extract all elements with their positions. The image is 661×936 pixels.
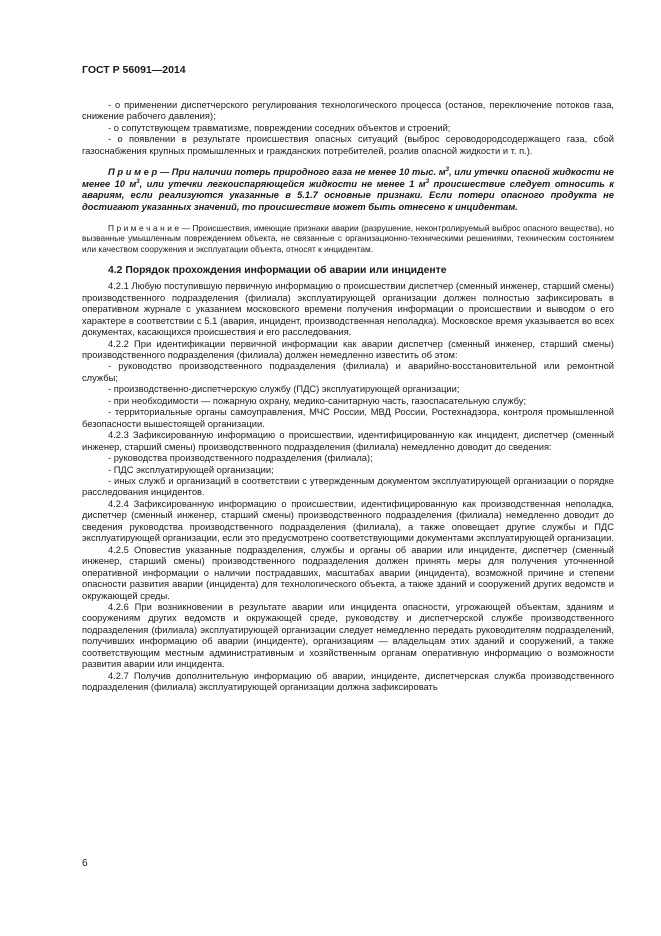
paragraph: 4.2.5 Оповестив указанные подразделения, службы и органы об аварии или инциденте, диспетчер (сменный инженер, старший смены) производственного подразделения должен принять меры для получения уточненной оперативной информации о наличии пострадавших, масштабах аварии (инцидента), возможной причине и степени опасности развития аварии (инцидента) для технологического объекта, а также зданий и сооружений других ведомств и окружающей среды. [82, 544, 614, 601]
list-item: - территориальные органы самоуправления, МЧС России, МВД России, Ростехнадзора, контроля промышленной безопасности вышестоящей организации. [82, 407, 614, 429]
list-item: - руководство производственного подразделения (филиала) и аварийно-восстановительной или ремонтной службы; [82, 361, 614, 383]
list-item: - ПДС эксплуатирующей организации; [108, 464, 274, 475]
list-item: - производственно-диспетчерскую службу (ПДС) эксплуатирующей организации; [108, 384, 460, 395]
example-label: П р и м е р [108, 167, 158, 178]
list-item: - руководства производственного подразделения (филиала); [108, 453, 373, 464]
paragraph: 4.2.4 Зафиксированную информацию о происшествии, идентифицированную как производственная неполадка, диспетчер (сменный инженер, старший смены) производственного подразделения (филиала) немедленно доводит до сведения руководства производственного подразделения (филиала), а также оповещает другие службы и ПДС эксплуатирующей организации, если это предусмотрено соответствующими документами эксплуатирующей организации. [82, 498, 614, 544]
note-label: П р и м е ч а н и е [108, 223, 180, 234]
list-item: - о появлении в результате происшествия опасных ситуаций (выброс сероводородсодержащего газа, сбой газоснабжения крупных промышленных и гражданских потребителей, розлив опасной жидкости и т. п.). [82, 134, 614, 156]
example-block: П р и м е р — При наличии потерь природного газа не менее 10 тыс. $м^3$, или утечки опасной жидкости не менее 10 $м^3$, или утечки легкоиспаряющейся жидкости не менее 1 $м^3$ происшествие следует относить к авариям, если реализуются указанные в 5.1.7 основные признаки. Если потери опасного продукта не достигают указанных значений, то происшествие может быть отнесено к инцидентам. [82, 167, 615, 212]
document-header: ГОСТ Р 56091—2014 [82, 64, 186, 76]
list-item: - при необходимости — пожарную охрану, медико-санитарную часть, газоспасательную службу; [108, 395, 527, 406]
document-body [82, 100, 614, 694]
page-number: 6 [82, 858, 88, 869]
list-item: - о сопутствующем травматизме, повреждении соседних объектов и строений; [108, 122, 451, 133]
paragraph: 4.2.1 Любую поступившую первичную информацию о происшествии диспетчер (сменный инженер, старший смены) производственного подразделения (филиала) эксплуатирующей организации должен полностью зафиксировать в оперативном журнале с указанием московского времени получения информации о происшествии и выводом о его характере в соответствии с 5.1 (авария, инцидент, производственная неполадка). Московское время указывается во всех документах, касающихся происшествия и его расследования. [82, 281, 614, 338]
list-item: - иных служб и организаций в соответствии с утвержденным документом эксплуатирующей организации о порядке расследования инцидентов. [82, 476, 614, 498]
note-text: — Происшествия, имеющие признаки аварии (разрушение, неконтролируемый выброс опасного вещества), но вызванные умышленным повреждением объекта, не связанные с организационно-техническими решениями, техническим состоянием или качеством сооружения и эксплуатации объекта, относят к инцидентам. [82, 223, 615, 254]
paragraph: 4.2.2 При идентификации первичной информации как аварии диспетчер (сменный инженер, старший смены) производственного подразделения (филиала) должен немедленно известить об этом: [82, 338, 614, 361]
section-heading: 4.2 Порядок прохождения информации об аварии или инциденте [108, 265, 447, 277]
list-item: - о применении диспетчерского регулирования технологического процесса (останов, переключение потоков газа, снижение рабочего давления); [82, 100, 614, 122]
paragraph: 4.2.3 Зафиксированную информацию о происшествии, идентифицированную как инцидент, диспетчер (сменный инженер, старший смены) производственного подразделения (филиала) немедленно доводит до сведения: [82, 430, 614, 452]
paragraph: 4.2.7 Получив дополнительную информацию об аварии, инциденте, диспетчерская служба производственного подразделения (филиала) эксплуатирующей организации должна зафиксировать [82, 670, 614, 693]
note-block [82, 223, 614, 254]
paragraph: 4.2.6 При возникновении в результате аварии или инцидента опасности, угрожающей объектам, зданиям и сооружениям других ведомств и окружающей среде, руководству и диспетчерской службе производственного подразделения (филиала) эксплуатирующей организации следует немедленно передать руководителям подразделений, получивших информацию об аварии (инциденте), организациям — владельцам этих зданий и сооружений, а также соответствующим местным административным и хозяйственным органам оперативную информацию о возможности развития аварии или инцидента. [82, 601, 614, 670]
